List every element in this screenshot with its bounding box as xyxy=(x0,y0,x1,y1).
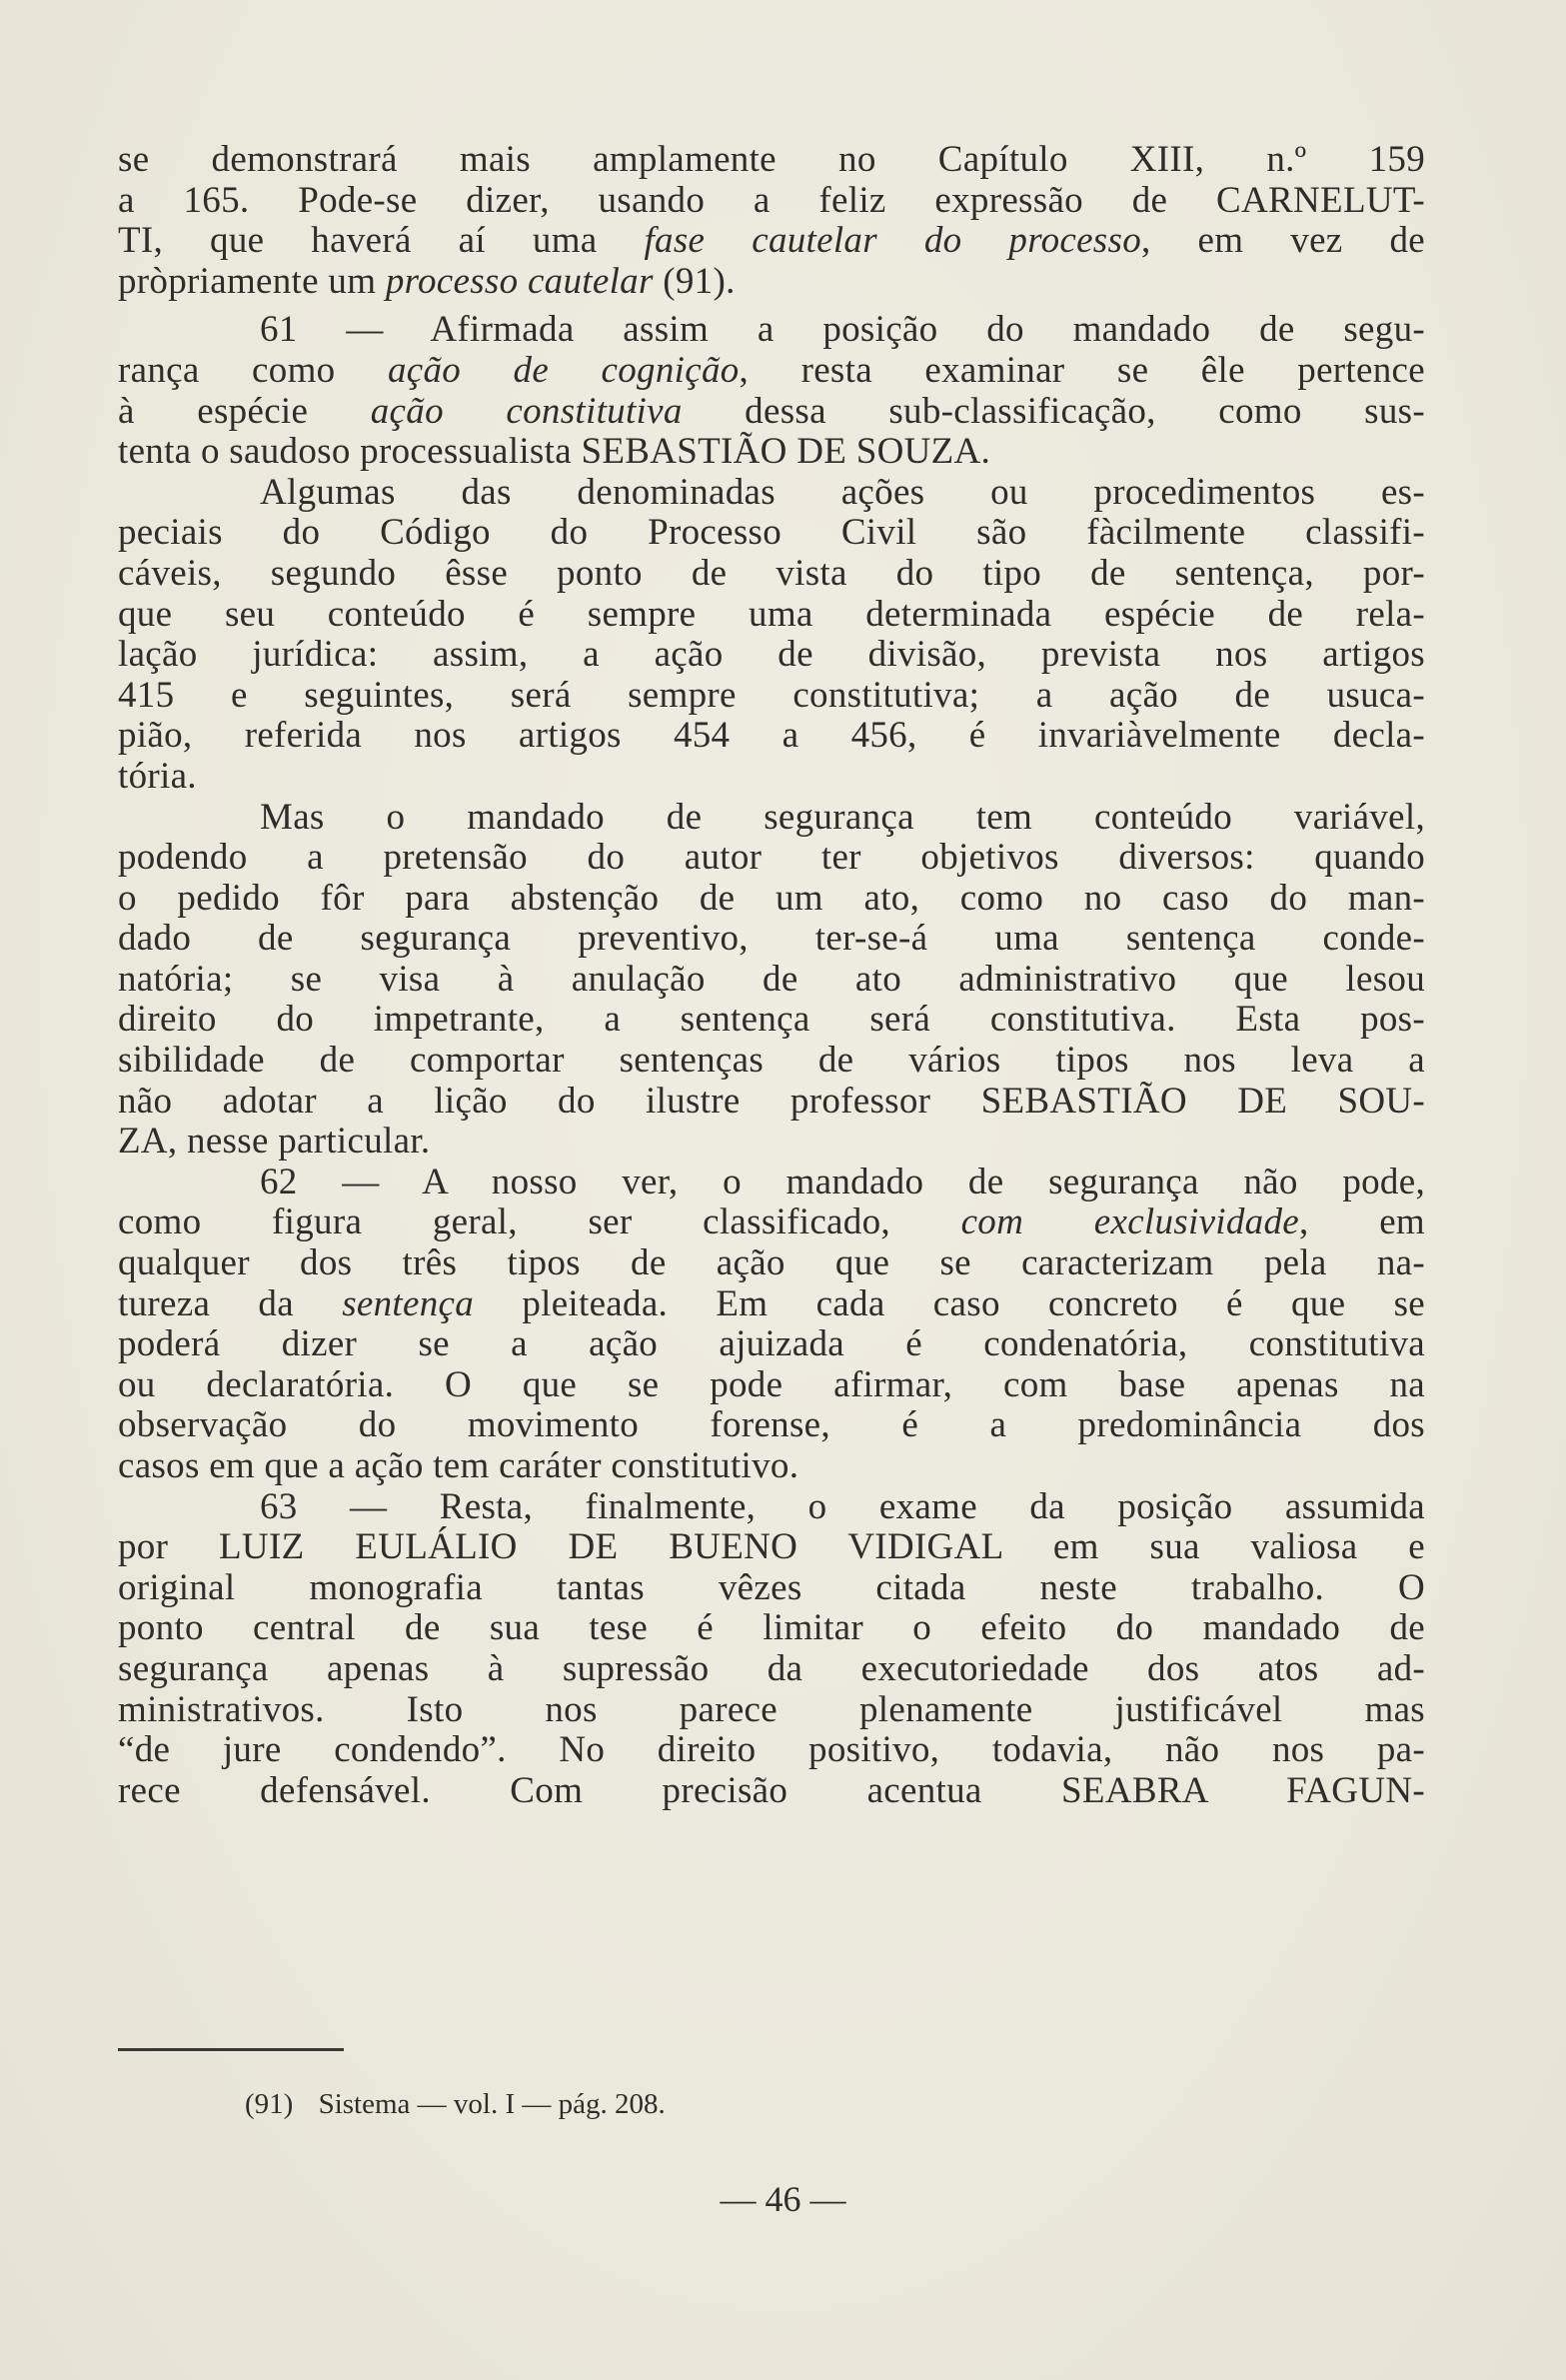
footnote-mark: (91) xyxy=(245,2088,294,2120)
text-line xyxy=(118,513,1425,554)
text-run: qualquer dos três tipos de ação que se caracterizam pela na- xyxy=(118,1242,1425,1284)
text-line xyxy=(118,1690,1425,1731)
text-run: por LUIZ EULÁLIO DE BUENO VIDIGAL em sua valiosa e xyxy=(118,1526,1425,1568)
text-line xyxy=(118,262,1425,303)
paragraph-62 xyxy=(118,1163,1425,1487)
italic-run: fase cautelar do processo xyxy=(644,220,1142,262)
text-line xyxy=(118,140,1425,181)
text-line xyxy=(118,879,1425,920)
text-line xyxy=(118,635,1425,676)
text-line xyxy=(118,798,1425,839)
paragraph-61 xyxy=(118,310,1425,472)
text-line xyxy=(118,432,1425,473)
footnote-separator-rule xyxy=(118,2048,344,2051)
text-run: rece defensável. Com precisão acentua SEABRA FAGUN- xyxy=(118,1769,1425,1811)
text-line xyxy=(118,676,1425,717)
text-run: pião, referida nos artigos 454 a 456, é invariàvelmente decla- xyxy=(118,715,1425,757)
text-run: TI, que haverá aí uma xyxy=(118,220,645,262)
text-line xyxy=(118,221,1425,262)
text-run: que seu conteúdo é sempre uma determinada espécie de rela- xyxy=(118,593,1425,635)
text-line xyxy=(118,392,1425,433)
text-run: 415 e seguintes, será sempre constitutiva; a ação de usuca- xyxy=(118,674,1425,716)
text-run: à espécie xyxy=(118,390,371,432)
footnote-91 xyxy=(245,2087,666,2121)
paragraph-conteudo-variavel xyxy=(118,798,1425,1163)
text-line xyxy=(118,1284,1425,1325)
text-line xyxy=(118,1324,1425,1365)
text-run: podendo a pretensão do autor ter objetivos diversos: quando xyxy=(118,837,1425,879)
text-run: dado de segurança preventivo, ter-se-á uma sentença conde- xyxy=(118,918,1425,960)
text-run: , em xyxy=(1299,1201,1426,1243)
text-run: peciais do Código do Processo Civil são fàcilmente classifi- xyxy=(118,512,1425,554)
italic-run: processo cautelar xyxy=(385,260,654,302)
text-run: Algumas das denominadas ações ou procedimentos es- xyxy=(260,471,1425,513)
text-run: poderá dizer se a ação ajuizada é condenatória, constitutiva xyxy=(118,1323,1425,1365)
text-run: o pedido fôr para abstenção de um ato, como no caso do man- xyxy=(118,877,1425,919)
text-line xyxy=(118,1568,1425,1609)
text-run: ZA, nesse particular. xyxy=(118,1121,431,1163)
text-run: “de jure condendo”. No direito positivo, todavia, não nos pa- xyxy=(118,1729,1425,1771)
page-number: — 46 — xyxy=(720,2179,846,2219)
text-line xyxy=(118,1405,1425,1446)
text-run: tureza da xyxy=(118,1282,343,1324)
text-line xyxy=(118,960,1425,1001)
text-run: segurança apenas à supressão da executoriedade dos atos ad- xyxy=(118,1647,1425,1689)
paragraph-especiais xyxy=(118,473,1425,798)
text-line xyxy=(118,1446,1425,1487)
text-run: a 165. Pode-se dizer, usando a feliz expressão de CARNELUT- xyxy=(118,179,1425,221)
text-run: original monografia tantas vêzes citada neste trabalho. O xyxy=(118,1566,1425,1608)
text-run: direito do impetrante, a sentença será constitutiva. Esta pos- xyxy=(118,999,1425,1041)
text-run: ponto central de sua tese é limitar o efeito do mandado de xyxy=(118,1607,1425,1649)
text-run: lação jurídica: assim, a ação de divisão, prevista nos artigos xyxy=(118,634,1425,676)
text-line xyxy=(118,1163,1425,1203)
text-line xyxy=(118,473,1425,514)
text-line xyxy=(118,1730,1425,1771)
footnote-text: Sistema — vol. I — pág. 208. xyxy=(318,2088,666,2120)
text-line xyxy=(118,1041,1425,1082)
text-line xyxy=(118,1608,1425,1649)
italic-run: ação constitutiva xyxy=(370,390,683,432)
text-run: , em vez de xyxy=(1141,220,1425,262)
text-run: natória; se visa à anulação de ato administrativo que lesou xyxy=(118,958,1425,1000)
paragraph-63 xyxy=(118,1487,1425,1812)
text-run: observação do movimento forense, é a predominância dos xyxy=(118,1404,1425,1446)
text-line xyxy=(118,554,1425,595)
text-line xyxy=(118,1122,1425,1163)
text-line xyxy=(118,351,1425,392)
paragraph-continuation xyxy=(118,140,1425,302)
text-run: 62 — A nosso ver, o mandado de segurança não pode, xyxy=(260,1161,1425,1202)
text-run: Mas o mandado de segurança tem conteúdo variável, xyxy=(260,796,1425,838)
text-run: , resta examinar se êle pertence xyxy=(739,349,1425,391)
text-run: dessa sub-classificação, como sus- xyxy=(682,390,1425,432)
text-run: casos em que a ação tem caráter constitutivo. xyxy=(118,1445,799,1486)
text-run: ou declaratória. O que se pode afirmar, com base apenas na xyxy=(118,1363,1425,1405)
text-line xyxy=(118,1202,1425,1243)
text-line xyxy=(118,595,1425,636)
text-line xyxy=(118,919,1425,960)
text-run: pleiteada. Em cada caso concreto é que se xyxy=(474,1282,1425,1324)
text-line xyxy=(118,716,1425,757)
text-line xyxy=(118,310,1425,351)
body-text xyxy=(118,140,1425,1811)
text-line xyxy=(118,1365,1425,1406)
text-run: tória. xyxy=(118,755,197,797)
italic-run: ação de cognição xyxy=(387,349,740,391)
text-run: cáveis, segundo êsse ponto de vista do tipo de sentença, por- xyxy=(118,552,1425,594)
text-run: ministrativos. Isto nos parece plenamente justificável mas xyxy=(118,1688,1425,1730)
text-line xyxy=(118,1487,1425,1528)
text-run: pròpriamente um xyxy=(118,260,386,302)
text-run: (91). xyxy=(653,260,736,302)
text-run: 63 — Resta, finalmente, o exame da posição assumida xyxy=(260,1485,1425,1527)
text-run: tenta o saudoso processualista SEBASTIÃO DE SOUZA. xyxy=(118,431,991,473)
text-line xyxy=(118,1771,1425,1812)
text-line xyxy=(118,838,1425,879)
text-run: como figura geral, ser classificado, xyxy=(118,1201,961,1243)
italic-run: sentença xyxy=(342,1282,475,1324)
text-run: sibilidade de comportar sentenças de vários tipos nos leva a xyxy=(118,1040,1425,1082)
italic-run: com exclusividade xyxy=(960,1201,1300,1243)
text-line xyxy=(118,1527,1425,1568)
text-line xyxy=(118,1082,1425,1123)
text-line xyxy=(118,1243,1425,1284)
text-run: rança como xyxy=(118,349,388,391)
text-run: 61 — Afirmada assim a posição do mandado de segu- xyxy=(260,309,1425,351)
text-run: não adotar a lição do ilustre professor SEBASTIÃO DE SOU- xyxy=(118,1080,1425,1122)
text-line xyxy=(118,757,1425,798)
text-line xyxy=(118,1000,1425,1041)
text-run: se demonstrará mais amplamente no Capítulo XIII, n.º 159 xyxy=(118,139,1425,180)
text-line xyxy=(118,1649,1425,1690)
text-line xyxy=(118,181,1425,222)
